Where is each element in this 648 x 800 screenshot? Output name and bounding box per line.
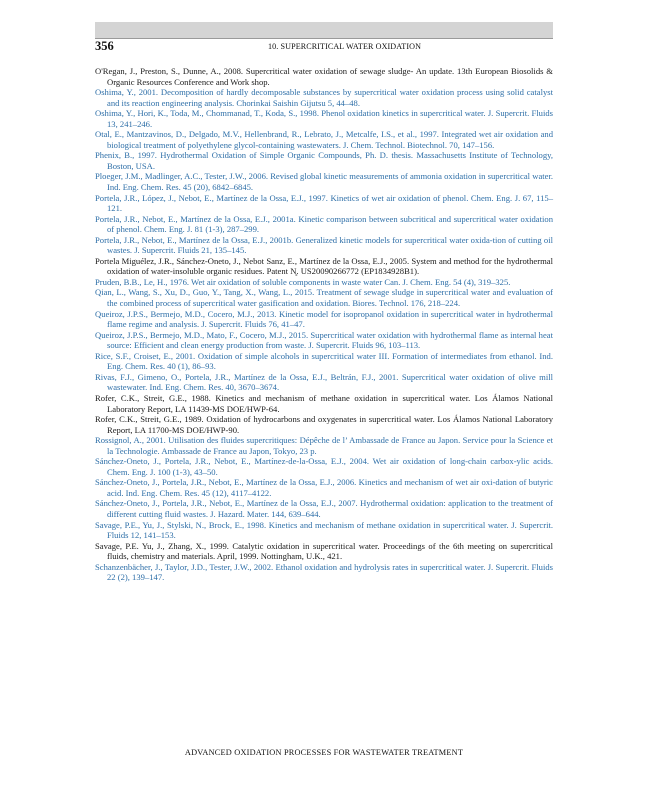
chapter-title: 10. SUPERCRITICAL WATER OXIDATION bbox=[268, 42, 422, 51]
reference-item[interactable]: Savage, P.E., Yu, J., Stylski, N., Brock, E., 1998. Kinetics and mechanism of methane oxidation in supercritical water. J. Supercrit. Fluids 12, 141–153. bbox=[95, 519, 553, 541]
header-bar bbox=[95, 22, 553, 38]
reference-item[interactable]: Queiroz, J.P.S., Bermejo, M.D., Mato, F., Cocero, M.J., 2015. Supercritical water oxidation with hydrothermal flame as internal heat source: Efficient and clean energy production from waste. J. Supercrit. Fluids 96, 103–113. bbox=[95, 329, 553, 351]
reference-item[interactable]: Sánchez-Oneto, J., Portela, J.R., Nebot, E., Martínez de la Ossa, E.J., 2006. Kinetics and mechanism of wet air oxi-dation of butyric acid. Ind. Eng. Chem. Res. 45 (12), 4117–4122. bbox=[95, 477, 553, 498]
reference-item[interactable]: Phenix, B., 1997. Hydrothermal Oxidation of Simple Organic Compounds, Ph. D. thesis. Massachusetts Institute of Technology, Boston, USA. bbox=[95, 150, 553, 171]
reference-item: Savage, P.E. Yu, J., Zhang, X., 1999. Catalytic oxidation in supercritical water. Proceedings of the 6th meeting on supercritical fluids, chemistry and materials. April, 1999. Nottingham, U.K., 421. bbox=[95, 540, 553, 562]
reference-item[interactable]: Ploeger, J.M., Madlinger, A.C., Tester, J.W., 2006. Revised global kinetic measurements of ammonia oxidation in supercritical water. Ind. Eng. Chem. Res. 45 (20), 6842–6845. bbox=[95, 171, 553, 193]
reference-item: Rofer, C.K., Streit, G.E., 1989. Oxidation of hydrocarbons and oxygenates in supercritical water. Los Álamos National Laboratory Report, LA 11700-MS DOE/HWP-90. bbox=[95, 414, 553, 435]
reference-item[interactable]: Oshima, Y., Hori, K., Toda, M., Chommanad, T., Koda, S., 1998. Phenol oxidation kinetics in supercritical water. J. Supercrit. Fluids 13, 241–246. bbox=[95, 108, 553, 129]
reference-item[interactable]: Sánchez-Oneto, J., Portela, J.R., Nebot, E., Martínez de la Ossa, E.J., 2007. Hydrothermal oxidation: application to the treatment of different cutting fluid wastes. J. Hazard. Mater. 144, 639–644. bbox=[95, 498, 553, 519]
reference-item[interactable]: Sánchez-Oneto, J., Portela, J.R., Nebot, E., Martínez-de-la-Ossa, E.J., 2004. Wet air oxidation of long-chain carbox-ylic acids. Chem. Eng. J. 100 (1-3), 43–50. bbox=[95, 456, 553, 477]
running-footer: ADVANCED OXIDATION PROCESSES FOR WASTEWATER TREATMENT bbox=[184, 748, 464, 757]
reference-list bbox=[95, 66, 553, 583]
page-number: 356 bbox=[95, 39, 114, 53]
reference-item: Rofer, C.K., Streit, G.E., 1988. Kinetics and mechanism of methane oxidation in supercritical water. Los Álamos National Laboratory Report, LA 11439-MS DOE/HWP-64. bbox=[95, 392, 553, 414]
reference-item[interactable]: Queiroz, J.P.S., Bermejo, M.D., Cocero, M.J., 2013. Kinetic model for isopropanol oxidation in supercritical water in hydrothermal flame regime and analysis. J. Supercrit. Fluids 76, 41–47. bbox=[95, 308, 553, 330]
reference-item[interactable]: Portela, J.R., Nebot, E., Martínez de la Ossa, E.J., 2001a. Kinetic comparison between subcritical and supercritical water oxidation of phenol. Chem. Eng. J. 81 (1-3), 287–299. bbox=[95, 213, 553, 235]
reference-item[interactable]: Pruden, B.B., Le, H., 1976. Wet air oxidation of soluble components in waste water Can. J. Chem. Eng. 54 (4), 319–325. bbox=[95, 276, 511, 287]
reference-item[interactable]: Portela, J.R., Nebot, E., Martínez de la Ossa, E.J., 2001b. Generalized kinetic models for supercritical water oxida-tion of cutting oil wastes. J. Supercrit. Fluids 21, 135–145. bbox=[95, 234, 553, 256]
reference-item[interactable]: Rossignol, A., 2001. Utilisation des fluides supercritiques: Dépêche de l’ Ambassade de France au Japon. Service pour la Science et la Technologie. Ambassade de France au Japon, Tokyo, 23 p. bbox=[95, 435, 553, 456]
reference-item[interactable]: Rivas, F.J., Gimeno, O., Portela, J.R., Martínez de la Ossa, E.J., Beltrán, F.J., 2001. Supercritical water oxidation of olive mill wastewater. Ind. Eng. Chem. Res. 40, 3670–3674. bbox=[95, 371, 553, 393]
reference-item[interactable]: Qian, L., Wang, S., Xu, D., Guo, Y., Tang, X., Wang, L., 2015. Treatment of sewage sludge in supercritical water and evaluation of the combined process of supercritical water gasification and oxidation. Biores. Technol. 176, 218–224. bbox=[95, 287, 553, 309]
header-rule bbox=[95, 38, 553, 39]
reference-item[interactable]: Oshima, Y., 2001. Decomposition of hardly decomposable substances by supercritical water oxidation process using solid catalyst and its reaction engineering analysis. Chorinkai Saishin Gijutsu 5, 44–48. bbox=[95, 87, 553, 108]
reference-item[interactable]: Schanzenbächer, J., Taylor, J.D., Tester, J.W., 2002. Ethanol oxidation and hydrolysis rates in supercritical water. J. Supercrit. Fluids 22 (2), 139–147. bbox=[95, 561, 553, 583]
reference-item: O'Regan, J., Preston, S., Dunne, A., 2008. Supercritical water oxidation of sewage sludge- An update. 13th European Biosolids & Organic Resources Conference and Work shop. bbox=[95, 66, 553, 87]
reference-item[interactable]: Portela, J.R., López, J., Nebot, E., Martínez de la Ossa, E.J., 1997. Kinetics of wet air oxidation of phenol. Chem. Eng. J. 67, 115–121. bbox=[95, 192, 553, 214]
reference-item[interactable]: Rice, S.F., Croiset, E., 2001. Oxidation of simple alcohols in supercritical water III. Formation of intermediates from ethanol. Ind. Eng. Chem. Res. 40 (1), 86–93. bbox=[95, 350, 553, 372]
reference-item[interactable]: Otal, E., Mantzavinos, D., Delgado, M.V., Hellenbrand, R., Lebrato, J., Metcalfe, I.S., et al., 1997. Integrated wet air oxidation and biological treatment of polyethylene glycol-containing wastewaters. J. Chem. Technol. Biotechnol. 70, 147–156. bbox=[95, 129, 553, 150]
reference-item: Portela Miguélez, J.R., Sánchez-Oneto, J., Nebot Sanz, E., Martínez de la Ossa, E.J., 2005. System and method for the hydrothermal oxidation of water-insoluble organic residues. Patent N̥. US20090266772 (EP1834928B1). bbox=[95, 255, 553, 277]
